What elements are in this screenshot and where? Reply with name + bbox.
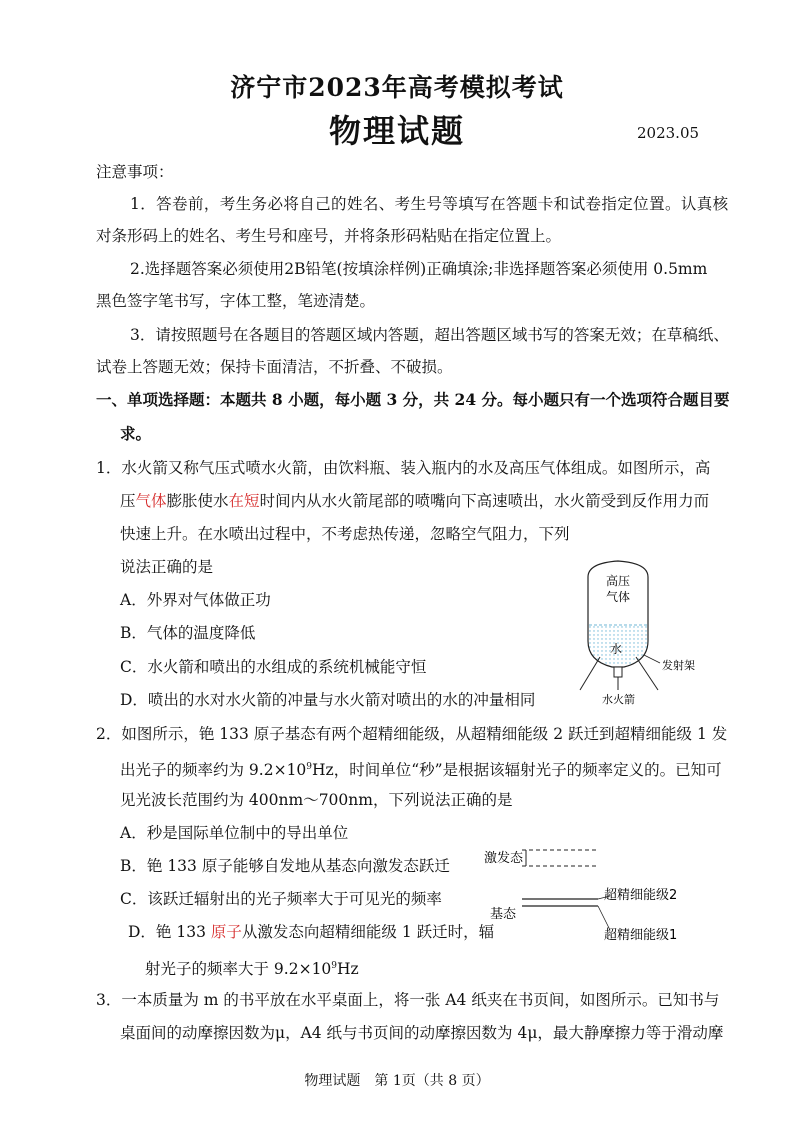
q1-stem-line-4: 说法正确的是 xyxy=(120,558,214,576)
q2-option-d-text: 从激发态向超精细能级 1 跃迁时，辐 xyxy=(241,923,495,941)
q2-stem-line-2 xyxy=(120,757,722,780)
q1-option-a: A．外界对气体做正功 xyxy=(120,591,271,609)
q1-option-d: D．喷出的水对水火箭的冲量与水火箭对喷出的水的冲量相同 xyxy=(120,691,536,709)
q2-stem-text: Hz，时间单位“秒”是根据该辐射光子的频率定义的。已知可 xyxy=(312,761,722,779)
q2-highlight-atom: 原子 xyxy=(210,923,242,941)
q2-option-d-line-2 xyxy=(145,956,359,979)
notice-item-2-line-1: 2.选择题答案必须使用2B铅笔(按填涂样例)正确填涂;非选择题答案必须使用 0.5mm xyxy=(130,260,708,278)
section-1-heading-line-2: 求。 xyxy=(120,424,152,443)
label-ground-state: 基态 xyxy=(490,907,517,922)
notice-heading: 注意事项： xyxy=(96,163,174,181)
q2-stem-line-3: 见光波长范围约为 400nm～700nm，下列说法正确的是 xyxy=(120,791,513,809)
q2-option-d-text: Hz xyxy=(337,960,359,978)
q2-option-d-exponent: 9 xyxy=(331,961,338,971)
q1-option-c: C．水火箭和喷出的水组成的系统机械能守恒 xyxy=(120,658,427,676)
notice-item-1-line-2: 对条形码上的姓名、考生号和座号，并将条形码粘贴在指定位置上。 xyxy=(96,227,562,245)
pointer-level-1 xyxy=(598,906,610,930)
notice-item-3-line-1: 3．请按照题号在各题目的答题区域内答题，超出答题区域书写的答案无效；在草稿纸、 xyxy=(130,326,729,344)
label-gas-line-2: 气体 xyxy=(605,590,631,604)
q3-stem-line-2: 桌面间的动摩擦因数为μ，A4 纸与书页间的动摩擦因数为 4μ，最大静摩擦力等于滑动摩 xyxy=(120,1024,724,1042)
q2-option-c: C．该跃迁辐射出的光子频率大于可见光的频率 xyxy=(120,890,442,908)
label-gas-line-1: 高压 xyxy=(605,574,631,588)
q1-stem-line-3: 快速上升。在水喷出过程中，不考虑热传递，忽略空气阻力，下列 xyxy=(120,525,570,543)
q2-option-d-text: 射光子的频率大于 9.2×10 xyxy=(145,960,332,978)
exam-title: 济宁市2023年高考模拟考试 xyxy=(230,73,564,102)
label-launcher: 发射架 xyxy=(662,659,695,672)
q2-option-d-line-1 xyxy=(128,922,494,942)
exam-date: 2023.05 xyxy=(637,124,700,142)
label-hyperfine-level-1: 超精细能级1 xyxy=(604,928,678,943)
section-1-heading-line-1: 一、单项选择题：本题共 8 小题，每小题 3 分，共 24 分。每小题只有一个选项符合题目要 xyxy=(96,390,730,409)
q2-exponent: 9 xyxy=(306,762,313,772)
launcher-leg-left xyxy=(580,657,600,690)
q2-option-b: B．铯 133 原子能够自发地从基态向激发态跃迁 xyxy=(120,857,450,875)
launcher-pointer xyxy=(644,655,660,663)
notice-item-1-line-1: 1．答卷前，考生务必将自己的姓名、考生号等填写在答题卡和试卷指定位置。认真核 xyxy=(130,195,729,213)
q1-option-b: B．气体的温度降低 xyxy=(120,624,256,642)
q2-option-d-text: D．铯 133 xyxy=(128,923,211,941)
launcher-leg-right xyxy=(636,657,658,690)
notice-item-2-line-2: 黑色签字笔书写，字体工整，笔迹清楚。 xyxy=(96,292,376,310)
energy-level-figure xyxy=(470,838,720,948)
water-rocket-figure xyxy=(560,545,710,705)
q3-stem-line-1: 3．一本质量为 m 的书平放在水平桌面上，将一张 A4 纸夹在书页间，如图所示。已知书与 xyxy=(96,991,720,1009)
page-footer: 物理试题 第 1页（共 8 页） xyxy=(304,1073,490,1089)
label-water: 水 xyxy=(610,642,623,656)
notice-item-3-line-2: 试卷上答题无效；保持卡面清洁，不折叠、不破损。 xyxy=(96,358,453,376)
label-excited-state: 激发态 xyxy=(484,851,524,866)
q2-option-a: A．秒是国际单位制中的导出单位 xyxy=(120,824,349,842)
q1-stem-text: 时间内从水火箭尾部的喷嘴向下高速喷出，水火箭受到反作用力而 xyxy=(259,492,710,510)
nozzle xyxy=(614,667,622,677)
q2-stem-text: 出光子的频率约为 9.2×10 xyxy=(120,761,307,779)
q2-stem-line-1: 2．如图所示，铯 133 原子基态有两个超精细能级，从超精细能级 2 跃迁到超精细能级 1 发 xyxy=(96,725,728,743)
q1-stem-text: 膨胀使水 xyxy=(166,492,229,510)
q1-highlight-gas: 气体 xyxy=(135,492,167,510)
subject-title: 物理试题 xyxy=(328,112,465,150)
q1-stem-text: 压 xyxy=(120,492,136,510)
label-hyperfine-level-2: 超精细能级2 xyxy=(604,888,678,903)
q1-stem-line-1: 1．水火箭又称气压式喷水火箭，由饮料瓶、装入瓶内的水及高压气体组成。如图所示，高 xyxy=(96,459,711,477)
q1-stem-line-2 xyxy=(120,491,709,511)
q1-highlight-short: 在短 xyxy=(228,492,260,510)
label-rocket: 水火箭 xyxy=(602,693,635,705)
